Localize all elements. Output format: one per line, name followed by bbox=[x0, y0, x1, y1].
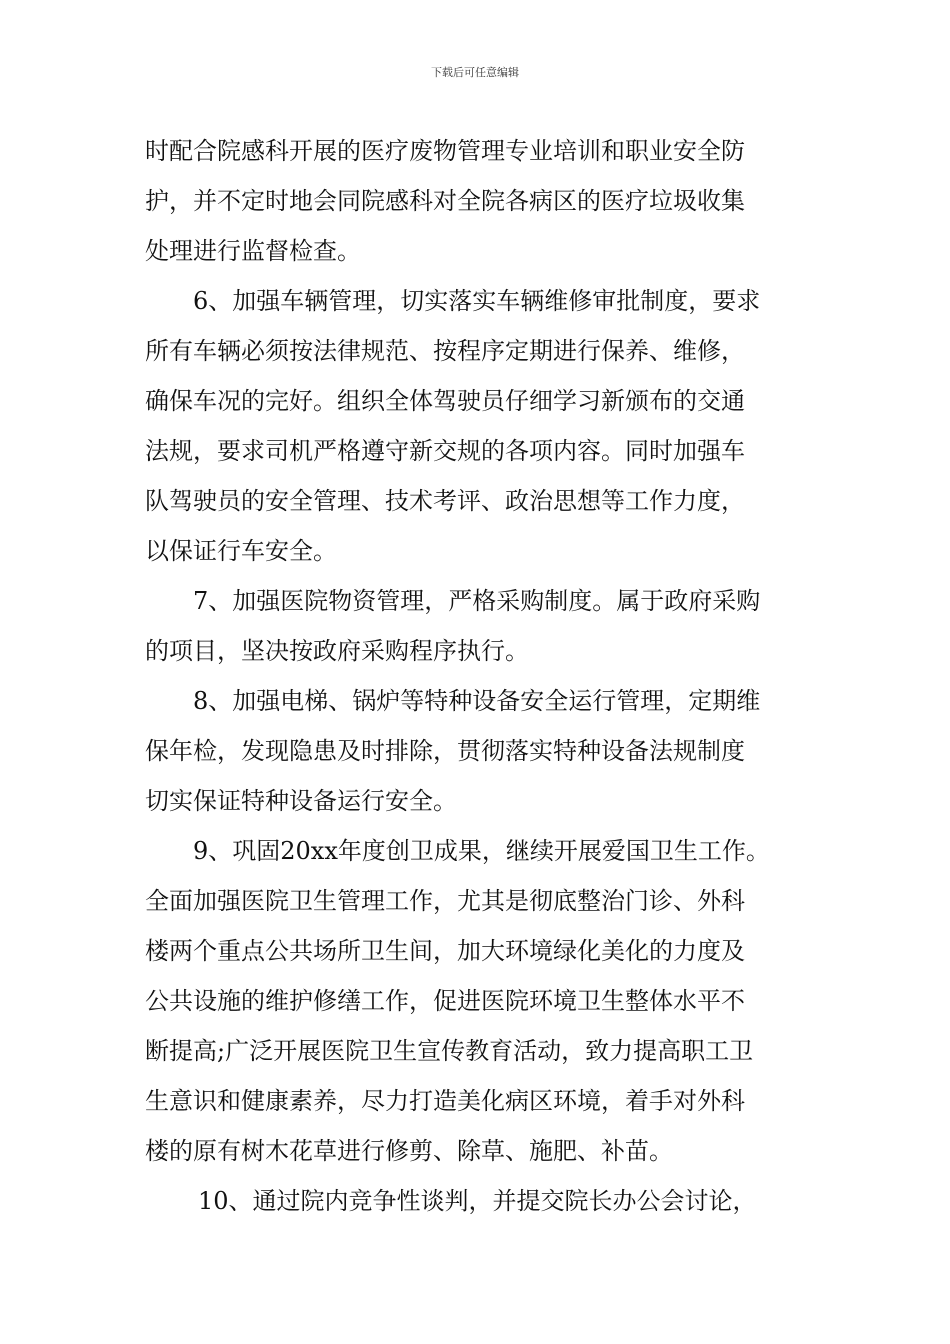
paragraph-7-start: 7、加强医院物资管理，严格采购制度。属于政府采购 bbox=[193, 587, 761, 615]
text-line: 保年检，发现隐患及时排除，贯彻落实特种设备法规制度 bbox=[145, 737, 745, 765]
text-line: 时配合院感科开展的医疗废物管理专业培训和职业安全防 bbox=[145, 137, 745, 165]
text-line: 全面加强医院卫生管理工作，尤其是彻底整治门诊、外科 bbox=[145, 887, 745, 915]
text-line: 所有车辆必须按法律规范、按程序定期进行保养、维修， bbox=[145, 337, 745, 365]
text-line: 确保车况的完好。组织全体驾驶员仔细学习新颁布的交通 bbox=[145, 387, 745, 415]
paragraph-8-start: 8、加强电梯、锅炉等特种设备安全运行管理，定期维 bbox=[193, 687, 761, 715]
text-line: 楼的原有树木花草进行修剪、除草、施肥、补苗。 bbox=[145, 1137, 673, 1165]
text-line: 的项目，坚决按政府采购程序执行。 bbox=[145, 637, 529, 665]
text-line: 护，并不定时地会同院感科对全院各病区的医疗垃圾收集 bbox=[145, 187, 745, 215]
paragraph-10-start: 10、通过院内竞争性谈判，并提交院长办公会讨论， bbox=[198, 1187, 757, 1215]
text-line: 处理进行监督检查。 bbox=[145, 237, 361, 265]
text-line: 楼两个重点公共场所卫生间，加大环境绿化美化的力度及 bbox=[145, 937, 745, 965]
text-line: 队驾驶员的安全管理、技术考评、政治思想等工作力度， bbox=[145, 487, 745, 515]
text-line: 断提高;广泛开展医院卫生宣传教育活动，致力提高职工卫 bbox=[145, 1037, 754, 1065]
document-body bbox=[145, 126, 807, 1226]
text-line: 法规，要求司机严格遵守新交规的各项内容。同时加强车 bbox=[145, 437, 745, 465]
text-line: 以保证行车安全。 bbox=[145, 537, 337, 565]
page-header: 下载后可任意编辑 bbox=[431, 66, 519, 79]
text-line: 生意识和健康素养，尽力打造美化病区环境，着手对外科 bbox=[145, 1087, 745, 1115]
paragraph-9-start: 9、巩固20xx年度创卫成果，继续开展爱国卫生工作。 bbox=[193, 837, 770, 865]
paragraph-6-start: 6、加强车辆管理，切实落实车辆维修审批制度，要求 bbox=[193, 287, 761, 315]
text-line: 切实保证特种设备运行安全。 bbox=[145, 787, 457, 815]
text-line: 公共设施的维护修缮工作，促进医院环境卫生整体水平不 bbox=[145, 987, 745, 1015]
